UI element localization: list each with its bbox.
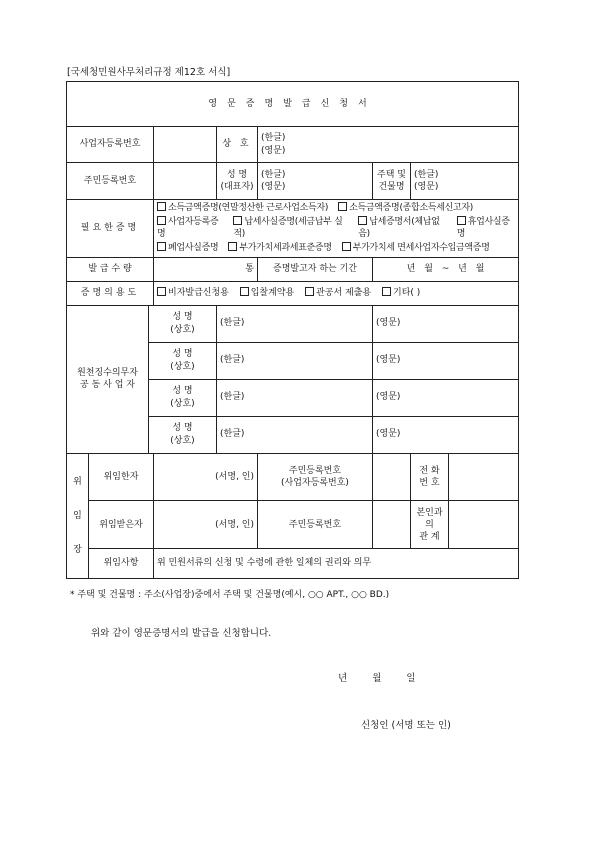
joint-korean-field[interactable]	[217, 305, 373, 342]
delegation-side-label	[67, 453, 89, 578]
checkbox-icon[interactable]	[305, 287, 314, 296]
joint-english-label: (영문)	[376, 392, 401, 403]
relation-label	[411, 501, 449, 549]
biz-reg-no-label: 사업자등록번호	[67, 127, 154, 163]
joint-english-field[interactable]	[373, 342, 519, 379]
doc-option-label: 납세사실증명(세금납부 실적)	[233, 217, 343, 240]
joint-name-label	[149, 305, 217, 342]
joint-name-label	[149, 379, 217, 416]
issue-count-unit: 통	[245, 263, 254, 274]
checkbox-icon[interactable]	[342, 242, 351, 251]
required-docs-checklist	[154, 200, 519, 258]
checkbox-icon[interactable]	[157, 287, 166, 296]
doc-option-label: 사업자등록증명	[157, 217, 219, 240]
issue-count-field[interactable]	[154, 257, 258, 281]
form-title: 영문증명발급신청서	[67, 82, 519, 127]
doc-option[interactable]	[342, 242, 490, 254]
joint-name-text: 성 명	[172, 386, 193, 397]
issue-count-label: 발 급 수 량	[67, 257, 154, 281]
joint-english-field[interactable]	[373, 379, 519, 416]
purpose-option-label: 기타( )	[393, 287, 421, 298]
purpose-label: 증명의용도	[67, 281, 154, 305]
purpose-option-label: 입찰계약용	[250, 287, 295, 298]
checkbox-icon[interactable]	[233, 216, 242, 225]
joint-english-field[interactable]	[373, 305, 519, 342]
delegator-label: 위임한자	[89, 453, 154, 501]
trade-name-field[interactable]	[258, 127, 519, 163]
joint-korean-label: (한글)	[220, 429, 245, 440]
delegate-resident-label: 주민등록번호	[258, 501, 373, 549]
checkbox-icon[interactable]	[240, 287, 249, 296]
trade-name-korean: (한글)	[261, 133, 286, 144]
delegate-resident-field[interactable]	[373, 501, 411, 549]
joint-korean-label: (한글)	[220, 392, 245, 403]
doc-option[interactable]	[228, 242, 331, 254]
doc-option-label: 폐업사실증명	[168, 243, 219, 254]
purpose-option[interactable]	[240, 288, 294, 298]
delegate-signature-text: (서명, 인)	[215, 519, 254, 530]
checkbox-icon[interactable]	[457, 216, 466, 225]
doc-option-label: 소득금액증명(연말정산한 근로사업소득자)	[168, 203, 329, 213]
purpose-option-label: 비자발급신청용	[168, 287, 229, 298]
representative-label: (대표자)	[220, 182, 254, 192]
trade-name-label: 상 호	[217, 127, 258, 163]
joint-korean-field[interactable]	[217, 379, 373, 416]
required-docs-label: 필요한증명	[67, 200, 154, 258]
checkbox-icon[interactable]	[338, 202, 347, 211]
applicant-signature: 신청인 (서명 또는 인)	[361, 720, 451, 731]
purpose-option[interactable]	[305, 288, 371, 298]
delegator-id-field[interactable]	[373, 453, 411, 501]
address-english: (영문)	[414, 182, 439, 192]
joint-label-line1: 원천징수의무자	[77, 367, 138, 378]
name-korean: (한글)	[261, 169, 286, 180]
date-line: 년 월 일	[338, 673, 416, 684]
joint-name-text: 성 명	[172, 423, 193, 434]
delegator-resident-label: 주민등록번호	[288, 465, 342, 476]
joint-english-field[interactable]	[373, 416, 519, 453]
doc-option[interactable]	[457, 216, 515, 240]
joint-korean-label: (한글)	[220, 318, 245, 329]
name-field[interactable]	[258, 163, 373, 200]
address-building-label	[373, 163, 411, 200]
form-regulation-note: [국세청민원사무처리규정 제12호 서식]	[67, 67, 231, 78]
building-label-text: 건물명	[378, 182, 405, 192]
joint-trade-text: (상호)	[170, 361, 195, 372]
application-statement: 위와 같이 영문증명서의 발급을 신청합니다.	[91, 628, 272, 639]
phone-label-line1: 전 화	[419, 465, 440, 476]
relation-field[interactable]	[449, 501, 519, 549]
purpose-option[interactable]	[157, 288, 229, 298]
checkbox-icon[interactable]	[157, 202, 166, 211]
doc-option-label: 납세증명서(체납없음)	[358, 217, 440, 240]
joint-english-label: (영문)	[376, 318, 401, 329]
checkbox-icon[interactable]	[228, 242, 237, 251]
relation-label-line2: 관 계	[419, 531, 440, 542]
joint-korean-field[interactable]	[217, 416, 373, 453]
address-label-text: 주택 및	[377, 169, 406, 180]
joint-name-text: 성 명	[172, 349, 193, 360]
phone-label-line2: 번 호	[419, 477, 440, 488]
checkbox-icon[interactable]	[382, 287, 391, 296]
footnote: * 주택 및 건물명 : 주소(사업장)중에서 주택 및 건물명(예시, ○○ APT., ○○ BD.)	[70, 590, 390, 600]
delegation-char: 임	[73, 510, 82, 521]
delegation-matter-text: 위 민원서류의 신청 및 수령에 관한 일체의 권리와 의무	[154, 549, 519, 579]
trade-name-english: (영문)	[261, 145, 286, 156]
doc-option-label: 부가가치세과세표준증명	[239, 243, 332, 254]
doc-option-label: 휴업사실증명	[456, 217, 510, 240]
resident-no-label: 주민등록번호	[67, 163, 154, 200]
doc-option[interactable]	[233, 216, 348, 240]
relation-label-line1: 본인과의	[416, 507, 443, 530]
doc-option[interactable]	[157, 216, 223, 240]
delegator-biz-label: (사업자등록번호)	[281, 477, 349, 488]
application-form-table	[66, 81, 519, 579]
delegator-signature-text: (서명, 인)	[215, 471, 254, 482]
checkbox-icon[interactable]	[157, 216, 166, 225]
phone-label	[411, 453, 449, 501]
delegator-id-label	[258, 453, 373, 501]
name-english: (영문)	[261, 182, 286, 192]
address-korean: (한글)	[414, 169, 439, 180]
delegation-char: 장	[73, 544, 82, 555]
doc-option[interactable]	[338, 202, 473, 214]
joint-trade-text: (상호)	[170, 398, 195, 409]
name-label	[217, 163, 258, 200]
purpose-option[interactable]	[382, 288, 420, 298]
joint-english-label: (영문)	[376, 355, 401, 366]
joint-trade-text: (상호)	[170, 324, 195, 335]
period-label: 증명발고자 하는 기간	[258, 257, 373, 281]
delegate-label: 위임받은자	[89, 501, 154, 549]
purpose-options	[154, 281, 519, 305]
name-label-text: 성 명	[226, 169, 248, 180]
phone-field[interactable]	[449, 453, 519, 501]
doc-option[interactable]	[157, 202, 328, 214]
doc-option[interactable]	[157, 242, 218, 254]
joint-korean-field[interactable]	[217, 342, 373, 379]
period-field[interactable]: 년 월 ~ 년 월	[373, 257, 519, 281]
delegate-signature-field[interactable]	[154, 501, 258, 549]
resident-no-field[interactable]	[154, 163, 217, 200]
checkbox-icon[interactable]	[358, 216, 367, 225]
biz-reg-no-field[interactable]	[154, 127, 217, 163]
doc-option-label: 소득금액증명(종합소득세신고자)	[349, 203, 474, 213]
joint-trade-text: (상호)	[170, 435, 195, 446]
joint-name-label	[149, 342, 217, 379]
joint-english-label: (영문)	[376, 429, 401, 440]
checkbox-icon[interactable]	[157, 242, 166, 251]
joint-name-text: 성 명	[172, 312, 193, 323]
joint-business-label	[67, 305, 149, 453]
purpose-option-label: 관공서 제출용	[316, 287, 372, 298]
address-field[interactable]	[411, 163, 519, 200]
doc-option-label: 부가가치세 면세사업자수입금액증명	[352, 243, 490, 254]
doc-option[interactable]	[358, 216, 446, 240]
delegator-signature-field[interactable]	[154, 453, 258, 501]
joint-korean-label: (한글)	[220, 355, 245, 366]
delegation-char: 위	[73, 476, 82, 487]
joint-name-label	[149, 416, 217, 453]
delegation-matter-label: 위임사항	[89, 549, 154, 579]
joint-label-line2: 공 동 사 업 자	[80, 380, 135, 391]
